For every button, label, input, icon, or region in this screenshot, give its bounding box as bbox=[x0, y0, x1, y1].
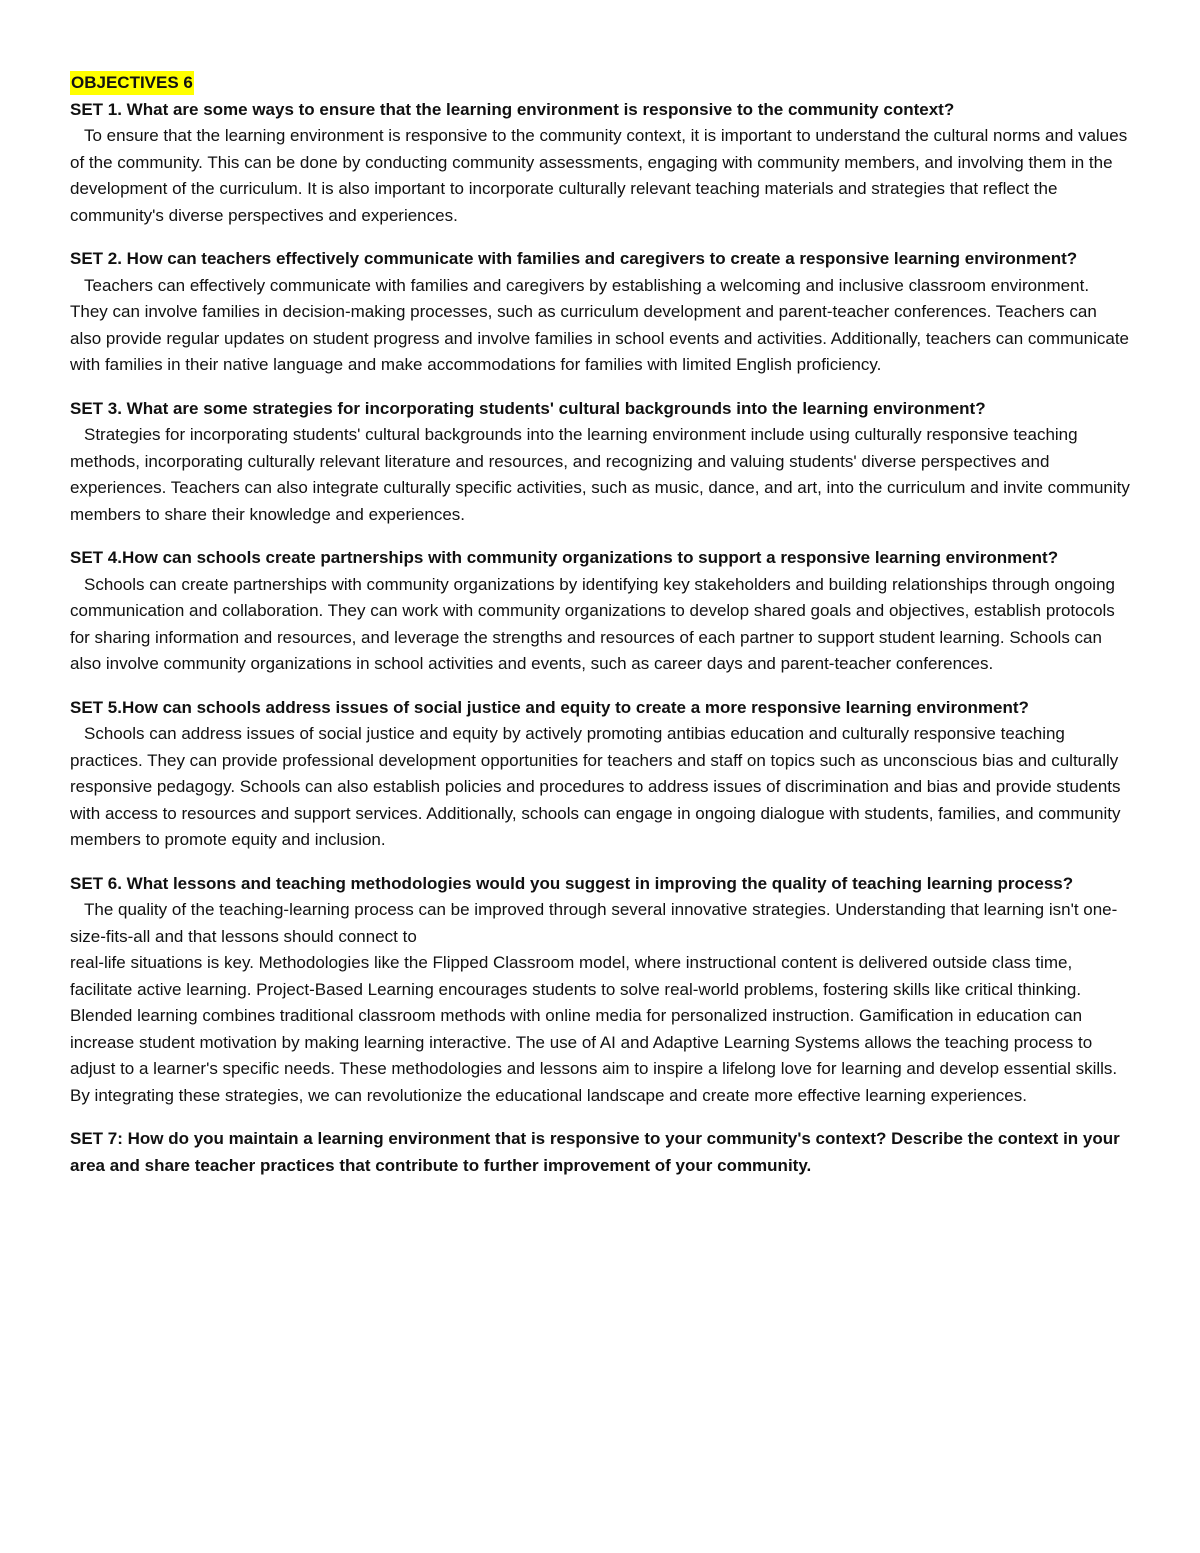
set-4-answer: Schools can create partnerships with community organizations by identifying key stakeholders and building relationships through ongoing communication and collaboration. They can work with community organizations to develop shared goals and objectives, establish protocols for sharing information and resources, and leverage the strengths and resources of each partner to support student learning. Schools can also involve community organizations in school activities and events, such as career days and parent-teacher conferences. bbox=[70, 574, 1115, 673]
set-6-question: SET 6. What lessons and teaching methodologies would you suggest in improving the quality of teaching learning process? bbox=[70, 873, 1074, 893]
set-7 bbox=[70, 1126, 1130, 1179]
set-1-question: SET 1. What are some ways to ensure that the learning environment is responsive to the community context? bbox=[70, 99, 955, 119]
set-1-answer: To ensure that the learning environment is responsive to the community context, it is important to understand the cultural norms and values of the community. This can be done by conducting community assessments, engaging with community members, and involving them in the development of the curriculum. It is also important to incorporate culturally relevant teaching materials and strategies that reflect the community's diverse perspectives and experiences. bbox=[70, 126, 1128, 225]
set-2-answer: Teachers can effectively communicate with families and caregivers by establishing a welcoming and inclusive classroom environment. They can involve families in decision-making processes, such as curriculum development and parent-teacher conferences. Teachers can also provide regular updates on student progress and involve families in school events and activities. Additionally, teachers can communicate with families in their native language and make accommodations for families with limited English proficiency. bbox=[70, 275, 1129, 374]
set-6-answer bbox=[70, 897, 1130, 1109]
set-6 bbox=[70, 871, 1130, 1110]
set-5 bbox=[70, 695, 1130, 854]
set-3-answer: Strategies for incorporating students' cultural backgrounds into the learning environment include using culturally responsive teaching methods, incorporating culturally relevant literature and resources, and recognizing and valuing students' diverse perspectives and experiences. Teachers can also integrate culturally specific activities, such as music, dance, and art, into the curriculum and invite community members to share their knowledge and experiences. bbox=[70, 425, 1130, 524]
objectives-heading-text: OBJECTIVES 6 bbox=[70, 71, 194, 95]
set-1 bbox=[70, 97, 1130, 230]
set-3-question: SET 3. What are some strategies for incorporating students' cultural backgrounds into the learning environment? bbox=[70, 398, 986, 418]
objectives-heading bbox=[70, 70, 1130, 97]
set-6-answer-line-1: The quality of the teaching-learning process can be improved through several innovative strategies. Understanding that learning isn't one-size-fits-all and that lessons should connect to bbox=[70, 900, 1118, 946]
set-4-question: SET 4.How can schools create partnerships with community organizations to support a responsive learning environment? bbox=[70, 548, 1059, 567]
set-7-question: SET 7: How do you maintain a learning environment that is responsive to your community's context? Describe the context in your area and share teacher practices that contribute to further improvement of your community. bbox=[70, 1129, 1120, 1175]
set-6-answer-line-2: real-life situations is key. Methodologies like the Flipped Classroom model, where instructional content is delivered outside class time, facilitate active learning. Project-Based Learning encourages students to solve real-world problems, fostering skills like critical thinking. Blended learning combines traditional classroom methods with online media for personalized instruction. Gamification in education can increase student motivation by making learning interactive. The use of AI and Adaptive Learning Systems allows the teaching process to adjust to a learner's specific needs. These methodologies and lessons aim to inspire a lifelong love for learning and develop essential skills. By integrating these strategies, we can revolutionize the educational landscape and create more effective learning experiences. bbox=[70, 953, 1118, 1105]
set-5-answer: Schools can address issues of social justice and equity by actively promoting antibias education and culturally responsive teaching practices. They can provide professional development opportunities for teachers and staff on topics such as unconscious bias and culturally responsive pedagogy. Schools can also establish policies and procedures to address issues of discrimination and bias and provide students with access to resources and support services. Additionally, schools can engage in ongoing dialogue with students, families, and community members to promote equity and inclusion. bbox=[70, 724, 1121, 849]
set-5-question: SET 5.How can schools address issues of social justice and equity to create a more responsive learning environment? bbox=[70, 697, 1029, 717]
document-page bbox=[70, 70, 1130, 1179]
set-2-question: SET 2. How can teachers effectively communicate with families and caregivers to create a responsive learning environment? bbox=[70, 249, 1078, 268]
set-4 bbox=[70, 545, 1130, 678]
set-2 bbox=[70, 246, 1130, 379]
set-3 bbox=[70, 396, 1130, 529]
